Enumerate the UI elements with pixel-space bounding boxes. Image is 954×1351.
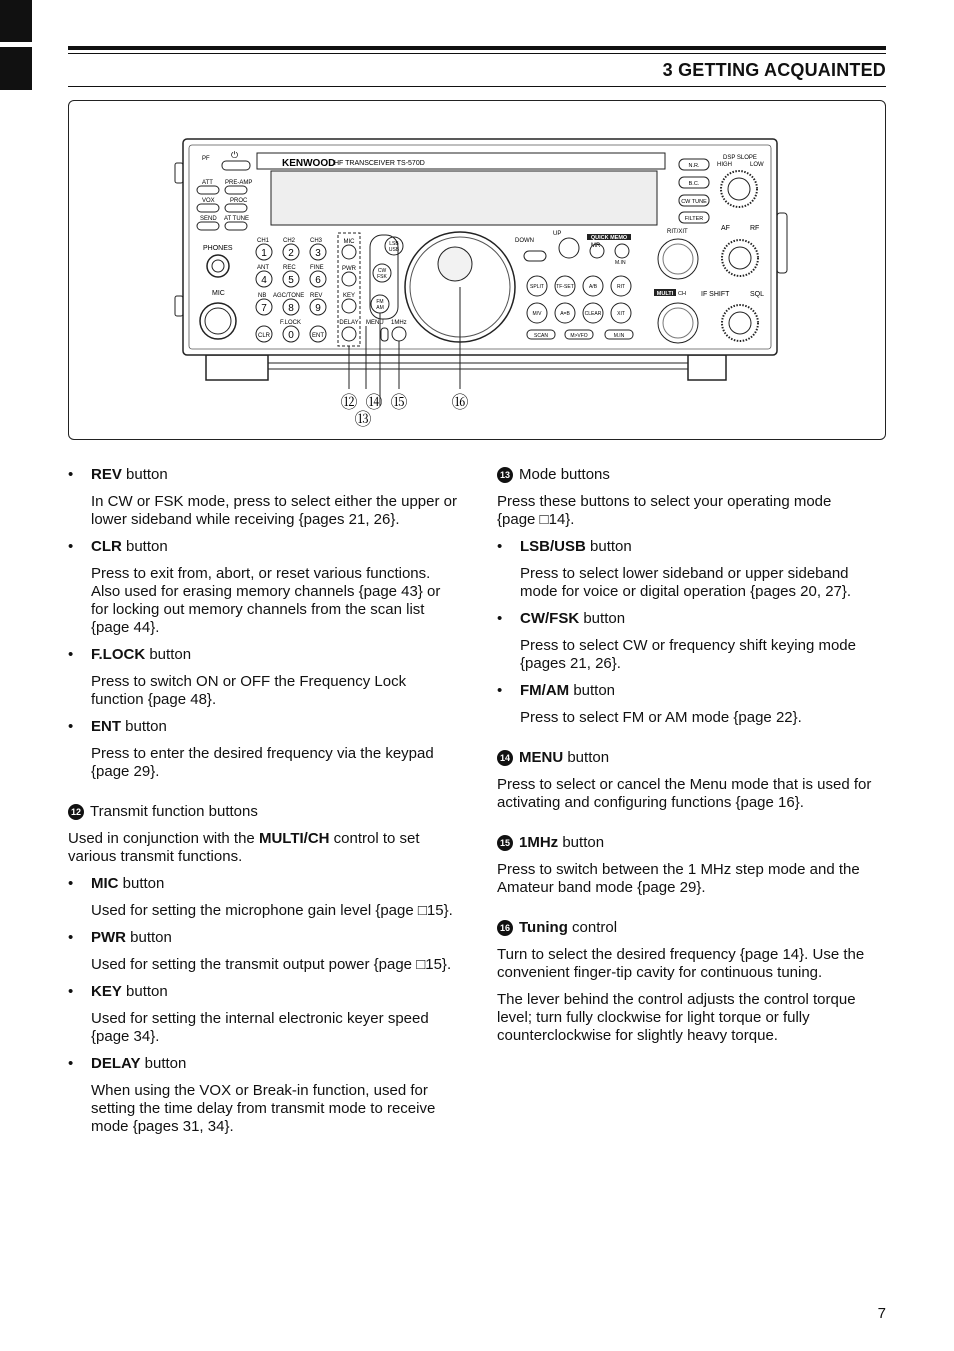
svg-text:VOX: VOX: [202, 198, 215, 204]
svg-text:MULTI: MULTI: [656, 291, 674, 297]
svg-text:FILTER: FILTER: [684, 216, 704, 222]
svg-text:RF: RF: [750, 225, 760, 232]
rev-item: • REV button: [68, 466, 168, 483]
svg-text:A=B: A=B: [560, 311, 570, 317]
svg-text:8: 8: [288, 303, 294, 314]
svg-text:0: 0: [288, 330, 294, 341]
delay-item: • DELAY button: [68, 1055, 187, 1072]
svg-text:MENU: MENU: [366, 320, 384, 326]
svg-text:QUICK MEMO: QUICK MEMO: [590, 235, 628, 241]
svg-text:NB: NB: [258, 293, 267, 299]
svg-text:A/B: A/B: [588, 284, 598, 290]
svg-text:SEND: SEND: [200, 216, 217, 222]
svg-text:M.IN: M.IN: [615, 260, 626, 266]
svg-text:RIT/XIT: RIT/XIT: [667, 229, 688, 235]
right-text-column: [497, 466, 889, 1054]
svg-text:B.C.: B.C.: [688, 181, 700, 187]
section-14-heading: 14 MENU button: [497, 749, 889, 767]
header-rule-thick: [68, 46, 886, 50]
section-12-heading: 12 Transmit function buttons: [68, 803, 458, 821]
svg-text:5: 5: [288, 275, 294, 286]
key-item: • KEY button: [68, 983, 168, 1000]
svg-text:⑫: ⑫: [340, 393, 358, 412]
svg-text:MR: MR: [591, 243, 601, 249]
svg-text:⑯: ⑯: [451, 393, 469, 412]
svg-text:CH3: CH3: [310, 238, 323, 244]
section-13-heading: 13 Mode buttons: [497, 466, 889, 484]
key-description: Used for setting the internal electronic keyer speed {page 34}.: [91, 1010, 429, 1045]
svg-text:RIT: RIT: [616, 284, 626, 290]
svg-text:KEY: KEY: [342, 293, 356, 299]
section-16-heading: 16 Tuning control: [497, 919, 889, 937]
svg-text:TF-SET: TF-SET: [556, 284, 574, 290]
svg-text:REV: REV: [310, 293, 323, 299]
svg-text:SPLIT: SPLIT: [530, 284, 544, 290]
section-16-body-1: Turn to select the desired frequency {page 14}. Use the convenient finger-tip cavity for continuous tuning.: [497, 946, 865, 981]
svg-text:MIC: MIC: [343, 239, 355, 245]
svg-text:DELAY: DELAY: [339, 320, 359, 326]
svg-text:AT TUNE: AT TUNE: [224, 216, 250, 222]
flock-description: Press to switch ON or OFF the Frequency Lock function {page 48}.: [91, 673, 407, 708]
delay-description: When using the VOX or Break-in function, used for setting the time delay from transmit mode to receive mode {pages 31, 34}.: [91, 1082, 436, 1135]
svg-text:CLEAR: CLEAR: [584, 311, 602, 317]
chapter-title: 3 GETTING ACQUAINTED: [662, 60, 886, 80]
svg-text:HIGH: HIGH: [717, 162, 732, 168]
svg-text:ATT: ATT: [202, 180, 213, 186]
fm-am-item: • FM/AM button: [497, 682, 616, 699]
svg-text:F.LOCK: F.LOCK: [280, 320, 302, 326]
svg-text:CW TUNE: CW TUNE: [681, 199, 707, 205]
pwr-item: • PWR button: [68, 929, 172, 946]
flock-item: • F.LOCK button: [68, 646, 192, 663]
svg-text:PRE-AMP: PRE-AMP: [225, 180, 253, 186]
svg-text:XIT: XIT: [617, 311, 625, 317]
svg-text:UP: UP: [553, 231, 562, 237]
left-text-column: [68, 466, 458, 1145]
cw-fsk-description: Press to select CW or frequency shift keying mode {pages 21, 26}.: [520, 637, 856, 672]
section-14-body: Press to select or cancel the Menu mode that is used for activating and configuring functions {page 16}.: [497, 776, 872, 811]
svg-text:M.IN: M.IN: [613, 333, 625, 339]
svg-text:M/V: M/V: [532, 311, 542, 317]
svg-text:AF: AF: [721, 225, 730, 232]
svg-text:⑮: ⑮: [390, 393, 408, 412]
ent-item: • ENT button: [68, 718, 167, 735]
header-rule-bottom: [68, 86, 886, 87]
svg-text:FSK: FSK: [377, 274, 387, 280]
svg-text:MIC: MIC: [212, 290, 225, 297]
svg-text:⑭: ⑭: [365, 393, 383, 412]
svg-text:CH1: CH1: [257, 238, 270, 244]
svg-text:DOWN: DOWN: [515, 238, 534, 244]
svg-text:LOW: LOW: [750, 162, 764, 168]
svg-text:PHONES: PHONES: [203, 245, 233, 252]
chapter-tab-marker: [0, 0, 32, 90]
model-label: HF TRANSCEIVER TS-570D: [334, 160, 425, 167]
fm-am-description: Press to select FM or AM mode {page 22}.: [520, 709, 802, 726]
svg-text:9: 9: [315, 303, 321, 314]
svg-text:PF: PF: [202, 156, 210, 162]
svg-text:2: 2: [288, 248, 294, 259]
svg-text:AGC/TONE: AGC/TONE: [273, 293, 305, 299]
section-12-intro: Used in conjunction with the MULTI/CH control to set various transmit functions.: [68, 830, 420, 865]
clr-item: • CLR button: [68, 538, 168, 555]
rev-description: In CW or FSK mode, press to select either the upper or lower sideband while receiving {pages 21, 26}.: [91, 493, 457, 528]
section-16-body-2: The lever behind the control adjusts the control torque level; turn fully clockwise for light torque or fully counterclockwise for slightly heavy torque.: [497, 991, 856, 1044]
header-rule-thin: [68, 53, 886, 54]
svg-text:PWR: PWR: [342, 266, 356, 272]
mic-item: • MIC button: [68, 875, 165, 892]
svg-text:⑬: ⑬: [354, 410, 372, 429]
svg-text:4: 4: [261, 275, 267, 286]
svg-text:CLR: CLR: [257, 333, 271, 339]
brand-logo: KENWOOD: [282, 158, 336, 169]
svg-text:3: 3: [315, 248, 321, 259]
svg-text:M>VFO: M>VFO: [570, 333, 588, 339]
svg-text:⏻: ⏻: [231, 150, 239, 160]
svg-text:USB: USB: [388, 247, 400, 253]
svg-text:CH2: CH2: [283, 238, 296, 244]
clr-description: Press to exit from, abort, or reset various functions. Also used for erasing memory channels {page 43} or for locking out memory channels from the scan list {page 44}.: [91, 565, 441, 636]
svg-text:ANT: ANT: [257, 265, 269, 271]
pwr-description: Used for setting the transmit output power {page □15}.: [91, 956, 452, 973]
svg-text:7: 7: [261, 303, 267, 314]
mic-description: Used for setting the microphone gain level {page □15}.: [91, 902, 453, 919]
svg-text:FINE: FINE: [310, 265, 324, 271]
svg-text:DSP SLOPE: DSP SLOPE: [723, 155, 757, 161]
section-15-heading: 15 1MHz button: [497, 834, 889, 852]
svg-text:LSB: LSB: [389, 241, 399, 247]
svg-text:REC: REC: [283, 265, 296, 271]
page-number: 7: [877, 1305, 886, 1322]
svg-text:FM: FM: [376, 299, 384, 305]
svg-text:PROC: PROC: [230, 198, 248, 204]
svg-text:AM: AM: [376, 305, 384, 311]
svg-text:CW: CW: [377, 268, 387, 274]
lsb-usb-item: • LSB/USB button: [497, 538, 632, 555]
ent-description: Press to enter the desired frequency via the keypad {page 29}.: [91, 745, 434, 780]
svg-text:CH: CH: [678, 291, 686, 297]
section-15-body: Press to switch between the 1 MHz step mode and the Amateur band mode {page 29}.: [497, 861, 860, 896]
svg-text:6: 6: [315, 275, 321, 286]
svg-text:ENT: ENT: [312, 333, 324, 339]
lsb-usb-description: Press to select lower sideband or upper sideband mode for voice or digital operation {pages 20, 27}.: [520, 565, 852, 600]
svg-text:1: 1: [261, 248, 267, 259]
svg-text:IF SHIFT: IF SHIFT: [701, 291, 730, 298]
transceiver-front-panel-figure: [68, 100, 886, 440]
svg-text:N.R.: N.R.: [688, 163, 700, 169]
section-13-intro: Press these buttons to select your operating mode {page □14}.: [497, 493, 832, 528]
svg-text:1MHz: 1MHz: [391, 320, 407, 326]
svg-text:SQL: SQL: [750, 291, 765, 298]
cw-fsk-item: • CW/FSK button: [497, 610, 626, 627]
svg-text:SCAN: SCAN: [534, 333, 548, 339]
